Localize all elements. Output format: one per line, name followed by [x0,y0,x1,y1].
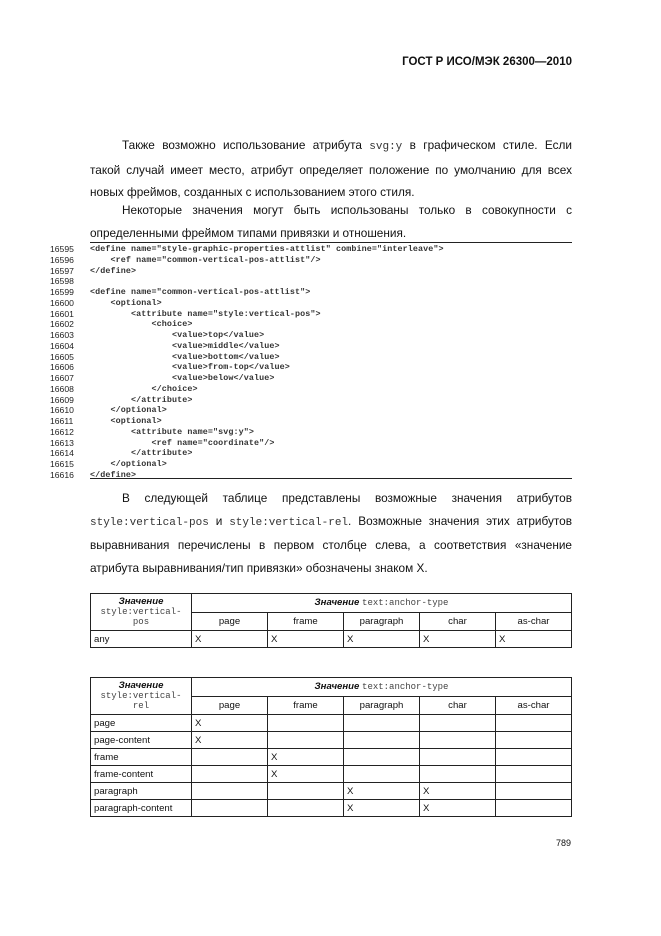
code-text: <value>middle</value> [90,340,280,351]
inline-code: svg:y [369,141,403,153]
column-header: char [420,696,496,715]
table-cell [192,783,268,800]
code-text: </attribute> [90,448,193,459]
line-number: 16604 [50,340,74,351]
code-text: </attribute> [90,394,193,405]
header-bold: Значение [118,680,164,691]
paragraph-restrictions [90,199,572,244]
table-row [91,766,572,783]
table-cell [268,800,344,817]
table-cell [496,715,572,732]
inline-code: style:vertical-pos [90,516,209,529]
row-label: frame [91,749,192,766]
table-cell: X [268,749,344,766]
paragraph-text: Некоторые значения могут быть использованы только в совокупности с определенными фреймом типами привязки и отношения. [90,203,572,240]
column-header: as-char [496,612,572,631]
code-line [50,395,570,406]
paragraph-svg-y [90,134,572,204]
line-number: 16613 [50,437,74,448]
code-line [50,319,570,330]
table-row [91,800,572,817]
line-number: 16610 [50,405,74,416]
column-header: paragraph [344,612,420,631]
table-cell [496,749,572,766]
table-cell [420,766,496,783]
table-row [91,783,572,800]
code-text: <value>top</value> [90,330,265,340]
table-cell: X [420,800,496,817]
table-cell [344,766,420,783]
code-line [50,255,570,266]
line-number: 16615 [50,459,74,469]
code-text: <attribute name="svg:y"> [90,426,255,437]
table-cell [420,749,496,766]
line-number: 16596 [50,254,74,265]
code-line [50,352,570,363]
column-header: page [192,696,268,715]
table-main-header [192,594,572,613]
line-number: 16595 [50,244,74,254]
line-number: 16614 [50,448,74,459]
table-cell: X [496,631,572,648]
table-cell [496,732,572,749]
code-text: </define> [90,265,137,276]
row-label: paragraph-content [91,800,192,817]
code-line [50,330,570,341]
line-number: 16612 [50,426,74,437]
code-text: <attribute name="style:vertical-pos"> [90,308,321,319]
table-cell [192,766,268,783]
code-line [50,341,570,352]
table-cell: X [420,783,496,800]
paragraph-text: и [208,513,230,528]
code-block-top-rule [90,242,572,243]
table-cell: X [344,783,420,800]
table-cell [192,800,268,817]
code-line [50,438,570,449]
code-line [50,266,570,277]
code-line [50,384,570,395]
code-line [50,244,570,255]
table-cell: X [192,631,268,648]
line-number: 16609 [50,394,74,405]
line-number: 16599 [50,287,74,297]
paragraph-text: в графическом стиле. Если такой случай имеет место, атрибут определяет положение по умолчанию для всех новых фреймов, созданных с использованием этого стиля. [90,138,572,200]
code-line [50,416,570,427]
paragraph-text: Также возможно использование атрибута [122,138,370,152]
code-text: </define> [90,469,137,480]
code-text: <optional> [90,416,162,426]
table-main-header [192,678,572,697]
code-text: <ref name="common-vertical-pos-attlist"/> [90,254,321,265]
line-number: 16605 [50,351,74,362]
code-text: <value>from-top</value> [90,362,290,373]
column-header: paragraph [344,696,420,715]
vertical-rel-table [90,677,572,817]
table-cell [420,715,496,732]
code-line [50,298,570,309]
code-line [50,287,570,298]
line-number: 16608 [50,383,74,394]
table-cell [344,749,420,766]
table-cell: X [268,766,344,783]
paragraph-text: В следующей таблице представлены возможные значения атрибутов [122,491,572,505]
header-bold: Значение [314,681,360,693]
code-text: <choice> [90,319,193,330]
header-code: text:anchor-type [362,682,449,693]
line-number: 16601 [50,308,74,319]
row-label: frame-content [91,766,192,783]
code-text: <define name="common-vertical-pos-attlist"> [90,287,311,297]
code-line [50,405,570,416]
header-code: text:anchor-type [362,598,449,609]
table-cell [420,732,496,749]
line-number: 16597 [50,265,74,276]
row-label: paragraph [91,783,192,800]
paragraph-table-intro [90,487,572,579]
column-header: char [420,612,496,631]
table-cell [268,783,344,800]
line-number: 16611 [50,416,74,426]
header-bold: Значение [118,596,164,607]
table-cell [496,800,572,817]
table-first-header [91,678,192,715]
code-line [50,276,570,287]
code-text: <optional> [90,297,162,308]
inline-code: style:vertical-rel [229,516,349,529]
row-label: any [91,631,192,648]
page-number: 789 [556,838,572,848]
line-number: 16598 [50,276,74,287]
code-text: <define name="style-graphic-properties-attlist" combine="interleave"> [90,244,444,254]
table-cell [268,715,344,732]
table-cell [496,783,572,800]
code-line [50,362,570,373]
table-row [91,715,572,732]
line-number: 16616 [50,469,74,480]
table-cell: X [268,631,344,648]
vertical-pos-table [90,593,572,648]
code-text: </choice> [90,383,198,394]
line-number: 16603 [50,330,74,340]
table-cell [496,766,572,783]
column-header: page [192,612,268,631]
column-header: frame [268,612,344,631]
table-first-header [91,594,192,631]
header-bold: Значение [314,597,360,609]
line-number: 16606 [50,362,74,373]
table-row [91,749,572,766]
column-header: as-char [496,696,572,715]
code-block [50,244,570,481]
code-line [50,309,570,320]
code-text: <value>below</value> [90,373,275,383]
page-header-title: ГОСТ Р ИСО/МЭК 26300—2010 [402,56,572,68]
table-cell: X [344,800,420,817]
code-text: <value>bottom</value> [90,351,280,362]
table-cell [344,715,420,732]
table-cell [344,732,420,749]
header-code: style:vertical-rel [100,691,182,711]
table-cell: X [192,715,268,732]
line-number: 16600 [50,297,74,308]
code-line [50,448,570,459]
code-text: <ref name="coordinate"/> [90,437,275,448]
table-cell [192,749,268,766]
header-code: style:vertical-pos [100,607,182,627]
code-line [50,373,570,384]
code-line [50,459,570,470]
code-text: </optional> [90,405,167,416]
line-number: 16607 [50,373,74,383]
table-row [91,631,572,648]
row-label: page-content [91,732,192,749]
column-header: frame [268,696,344,715]
table-cell: X [420,631,496,648]
table-cell: X [192,732,268,749]
table-cell: X [344,631,420,648]
table-row [91,732,572,749]
code-text: </optional> [90,459,167,469]
paragraph-text: . Возможные значения этих атрибутов выравнивания перечислены в первом столбце слева, а соответствия «значение атрибута выравнивания/тип привязки» обозначены знаком X. [90,513,572,575]
line-number: 16602 [50,319,74,330]
table-cell [268,732,344,749]
code-line [50,427,570,438]
code-block-bottom-rule [90,478,572,479]
row-label: page [91,715,192,732]
